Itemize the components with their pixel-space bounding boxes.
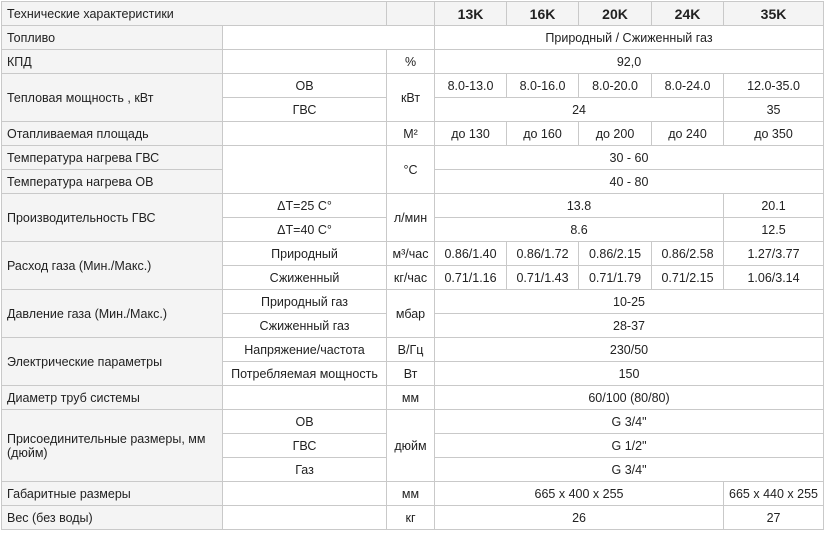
table-row	[2, 242, 824, 266]
value-cell: 60/100 (80/80)	[435, 386, 824, 410]
sub-label: ГВС	[223, 434, 387, 458]
unit-cell: кВт	[387, 74, 435, 122]
value-cell: 8.0-24.0	[652, 74, 724, 98]
model-header: 16K	[507, 2, 579, 26]
value-cell: до 130	[435, 122, 507, 146]
row-label: Диаметр труб системы	[2, 386, 223, 410]
sub-label: Напряжение/частота	[223, 338, 387, 362]
sub-label: Газ	[223, 458, 387, 482]
value-cell: 1.06/3.14	[724, 266, 824, 290]
value-cell: 35	[724, 98, 824, 122]
value-cell: 0.71/1.79	[579, 266, 652, 290]
row-label: Электрические параметры	[2, 338, 223, 386]
value-cell: 230/50	[435, 338, 824, 362]
value-cell: G 1/2"	[435, 434, 824, 458]
header-unit-cell	[387, 2, 435, 26]
unit-cell: кг/час	[387, 266, 435, 290]
value-cell: 13.8	[435, 194, 724, 218]
empty-cell	[223, 506, 387, 530]
value-cell: 0.71/1.16	[435, 266, 507, 290]
value-cell: 40 - 80	[435, 170, 824, 194]
unit-cell: дюйм	[387, 410, 435, 482]
model-header: 35K	[724, 2, 824, 26]
value-cell: G 3/4"	[435, 458, 824, 482]
spec-table	[1, 1, 824, 530]
value-cell: 8.6	[435, 218, 724, 242]
table-row	[2, 146, 824, 170]
unit-cell: В/Гц	[387, 338, 435, 362]
table-row	[2, 74, 824, 98]
value-cell: 30 - 60	[435, 146, 824, 170]
value-cell: 1.27/3.77	[724, 242, 824, 266]
table-row	[2, 482, 824, 506]
model-header: 13K	[435, 2, 507, 26]
unit-cell: мбар	[387, 290, 435, 338]
value-cell: 26	[435, 506, 724, 530]
value-cell: до 240	[652, 122, 724, 146]
sub-label: ГВС	[223, 98, 387, 122]
sub-label: Природный	[223, 242, 387, 266]
row-label: Тепловая мощность , кВт	[2, 74, 223, 122]
unit-cell: М²	[387, 122, 435, 146]
table-row	[2, 194, 824, 218]
table-row	[2, 386, 824, 410]
row-label: Габаритные размеры	[2, 482, 223, 506]
value-cell: G 3/4"	[435, 410, 824, 434]
empty-cell	[223, 386, 387, 410]
value-cell: 0.71/1.43	[507, 266, 579, 290]
value-cell: 8.0-20.0	[579, 74, 652, 98]
empty-cell	[223, 26, 435, 50]
value-cell: 150	[435, 362, 824, 386]
sub-label: Сжиженный газ	[223, 314, 387, 338]
sub-label: ОВ	[223, 74, 387, 98]
unit-cell: %	[387, 50, 435, 74]
value-cell: 28-37	[435, 314, 824, 338]
table-row	[2, 410, 824, 434]
table-title: Технические характеристики	[2, 2, 387, 26]
table-row	[2, 26, 824, 50]
row-label: Вес (без воды)	[2, 506, 223, 530]
sub-label: Сжиженный	[223, 266, 387, 290]
value-cell: 665 x 440 x 255	[724, 482, 824, 506]
value-cell: 10-25	[435, 290, 824, 314]
row-label: КПД	[2, 50, 223, 74]
row-label: Производительность ГВС	[2, 194, 223, 242]
sub-label: Природный газ	[223, 290, 387, 314]
row-label: Присоединительные размеры, мм (дюйм)	[2, 410, 223, 482]
unit-cell: мм	[387, 386, 435, 410]
value-cell: 0.86/2.58	[652, 242, 724, 266]
table-row	[2, 338, 824, 362]
value-cell: 0.86/2.15	[579, 242, 652, 266]
sub-label: Потребляемая мощность	[223, 362, 387, 386]
value-cell: до 350	[724, 122, 824, 146]
value-cell: 0.86/1.72	[507, 242, 579, 266]
row-label: Отапливаемая площадь	[2, 122, 223, 146]
value-cell: 20.1	[724, 194, 824, 218]
table-row	[2, 122, 824, 146]
sub-label: ОВ	[223, 410, 387, 434]
value-cell: 0.71/2.15	[652, 266, 724, 290]
empty-cell	[223, 146, 387, 194]
row-label: Топливо	[2, 26, 223, 50]
empty-cell	[223, 482, 387, 506]
value-cell: 27	[724, 506, 824, 530]
empty-cell	[223, 122, 387, 146]
value-cell: 665 x 400 x 255	[435, 482, 724, 506]
value-cell: 12.0-35.0	[724, 74, 824, 98]
header-row	[2, 2, 824, 26]
value-cell: 92,0	[435, 50, 824, 74]
unit-cell: °С	[387, 146, 435, 194]
unit-cell: мм	[387, 482, 435, 506]
sub-label: ΔT=25 С°	[223, 194, 387, 218]
unit-cell: м³/час	[387, 242, 435, 266]
unit-cell: кг	[387, 506, 435, 530]
table-row	[2, 50, 824, 74]
row-label: Расход газа (Мин./Макс.)	[2, 242, 223, 290]
unit-cell: Вт	[387, 362, 435, 386]
sub-label: ΔT=40 С°	[223, 218, 387, 242]
value-cell: 8.0-13.0	[435, 74, 507, 98]
value-cell: 8.0-16.0	[507, 74, 579, 98]
row-label: Температура нагрева ГВС	[2, 146, 223, 170]
value-cell: 12.5	[724, 218, 824, 242]
value-cell: до 160	[507, 122, 579, 146]
model-header: 20K	[579, 2, 652, 26]
row-label: Температура нагрева ОВ	[2, 170, 223, 194]
value-cell: Природный / Сжиженный газ	[435, 26, 824, 50]
value-cell: 24	[435, 98, 724, 122]
empty-cell	[223, 50, 387, 74]
table-row	[2, 290, 824, 314]
unit-cell: л/мин	[387, 194, 435, 242]
value-cell: до 200	[579, 122, 652, 146]
table-row	[2, 506, 824, 530]
row-label: Давление газа (Мин./Макс.)	[2, 290, 223, 338]
model-header: 24K	[652, 2, 724, 26]
value-cell: 0.86/1.40	[435, 242, 507, 266]
